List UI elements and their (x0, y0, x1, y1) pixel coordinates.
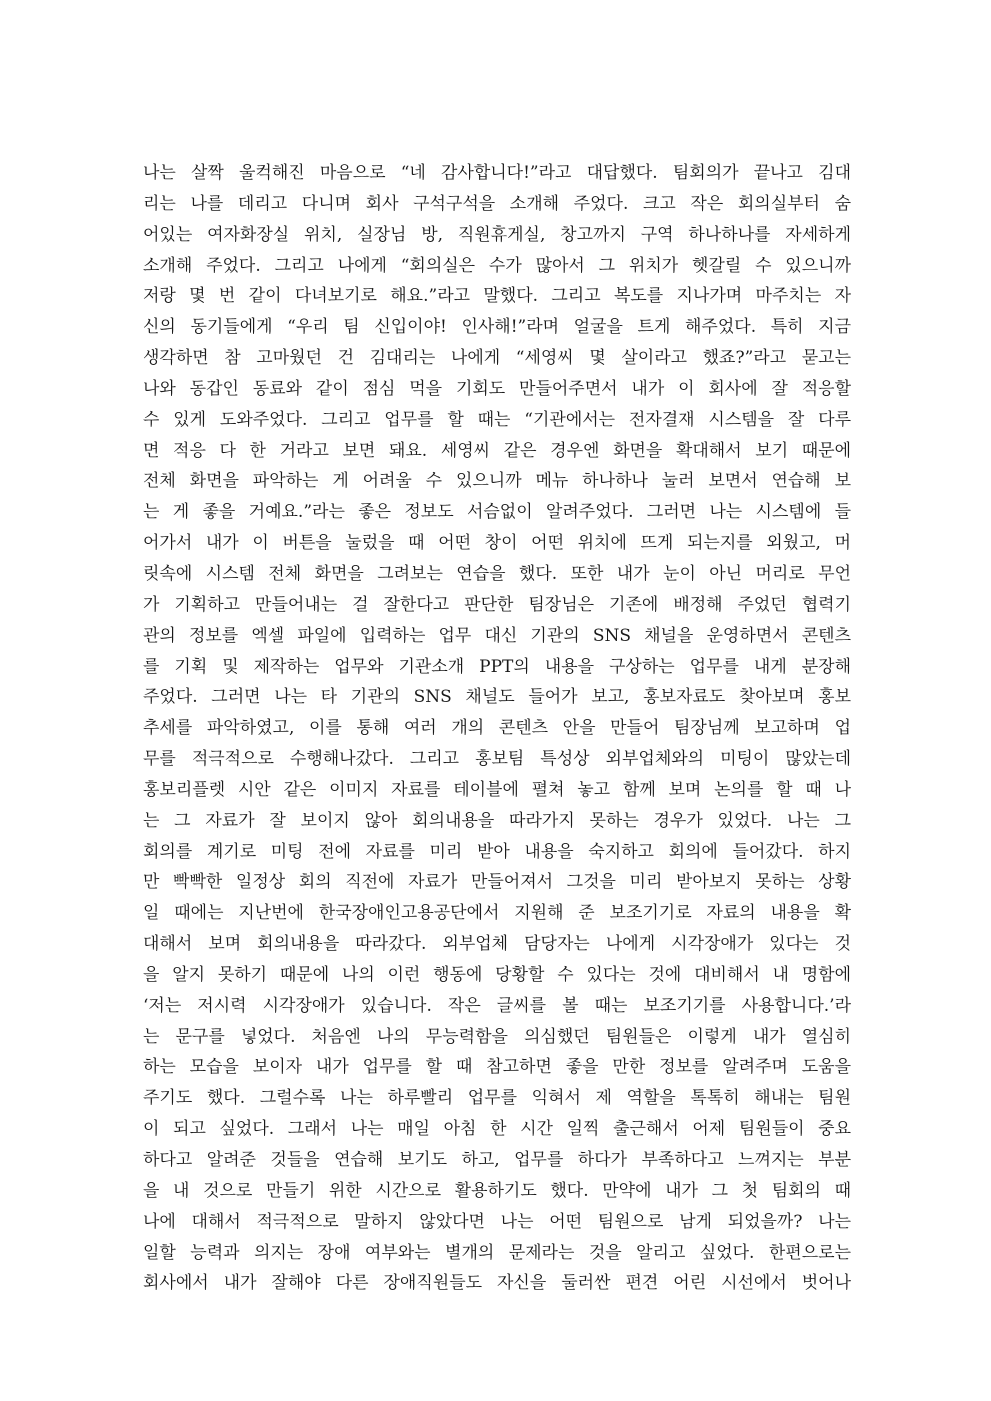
text-line: 이 되고 싶었다. 그래서 나는 매일 아침 한 시간 일찍 출근해서 어제 팀원들이 중요 (143, 1119, 851, 1140)
body-text (143, 158, 851, 1299)
text-line: 을 알지 못하기 때문에 나의 이런 행동에 당황할 수 있다는 것에 대비해서 내 명함에 (143, 964, 851, 985)
text-line: 주었다. 그러면 나는 타 기관의 SNS 채널도 들어가 보고, 홍보자료도 찾아보며 홍보 (143, 687, 851, 708)
text-line: 수 있게 도와주었다. 그리고 업무를 할 때는 “기관에서는 전자결재 시스템을 잘 다루 (143, 409, 851, 430)
text-line: 릿속에 시스템 전체 화면을 그려보는 연습을 했다. 또한 내가 눈이 아닌 머리로 무언 (143, 563, 851, 584)
text-line: 전체 화면을 파악하는 게 어려울 수 있으니까 메뉴 하나하나 눌러 보면서 연습해 보 (143, 471, 851, 492)
text-line: 나에 대해서 적극적으로 말하지 않았다면 나는 어떤 팀원으로 남게 되었을까? 나는 (143, 1211, 851, 1232)
text-line: 저랑 몇 번 같이 다녀보기로 해요.”라고 말했다. 그리고 복도를 지나가며 마주치는 자 (143, 286, 851, 307)
text-line: 나와 동갑인 동료와 같이 점심 먹을 기회도 만들어주면서 내가 이 회사에 잘 적응할 (143, 378, 851, 399)
text-line: 회사에서 내가 잘해야 다른 장애직원들도 자신을 둘러싼 편견 어린 시선에서 벗어나 (143, 1273, 851, 1294)
text-line: 는 게 좋을 거예요.”라는 좋은 정보도 서슴없이 알려주었다. 그러면 나는 시스템에 들 (143, 502, 851, 523)
text-line: 면 적응 다 한 거라고 보면 돼요. 세영씨 같은 경우엔 화면을 확대해서 보기 때문에 (143, 440, 851, 461)
text-line: 관의 정보를 엑셀 파일에 입력하는 업무 대신 기관의 SNS 채널을 운영하면서 콘텐츠 (143, 625, 851, 646)
text-line: 하는 모습을 보이자 내가 업무를 할 때 참고하면 좋을 만한 정보를 알려주며 도움을 (143, 1057, 851, 1078)
text-line: 일 때에는 지난번에 한국장애인고용공단에서 지원해 준 보조기기로 자료의 내용을 확 (143, 903, 851, 924)
text-line: 대해서 보며 회의내용을 따라갔다. 외부업체 담당자는 나에게 시각장애가 있다는 것 (143, 934, 851, 955)
text-line: 홍보리플렛 시안 같은 이미지 자료를 테이블에 펼쳐 놓고 함께 보며 논의를 할 때 나 (143, 779, 851, 800)
text-line: 어가서 내가 이 버튼을 눌렀을 때 어떤 창이 어떤 위치에 뜨게 되는지를 외웠고, 머 (143, 533, 851, 554)
text-line: 소개해 주었다. 그리고 나에게 “회의실은 수가 많아서 그 위치가 헷갈릴 수 있으니까 (143, 255, 851, 276)
text-line: 무를 적극적으로 수행해나갔다. 그리고 홍보팀 특성상 외부업체와의 미팅이 많았는데 (143, 749, 851, 770)
text-line: 는 그 자료가 잘 보이지 않아 회의내용을 따라가지 못하는 경우가 있었다. 나는 그 (143, 810, 851, 831)
text-line: 를 기획 및 제작하는 업무와 기관소개 PPT의 내용을 구상하는 업무를 내게 분장해 (143, 656, 851, 677)
text-line: 일할 능력과 의지는 장애 여부와는 별개의 문제라는 것을 알리고 싶었다. 한편으로는 (143, 1242, 851, 1263)
text-line: 가 기획하고 만들어내는 걸 잘한다고 판단한 팀장님은 기존에 배정해 주었던 협력기 (143, 594, 851, 615)
text-line: 어있는 여자화장실 위치, 실장님 방, 직원휴게실, 창고까지 구역 하나하나를 자세하게 (143, 224, 851, 245)
text-line: 나는 살짝 울컥해진 마음으로 “네 감사합니다!”라고 대답했다. 팀회의가 끝나고 김대 (143, 163, 851, 183)
text-line: ‘저는 저시력 시각장애가 있습니다. 작은 글씨를 볼 때는 보조기기를 사용합니다.’라 (143, 995, 851, 1016)
text-line: 하다고 알려준 것들을 연습해 보기도 하고, 업무를 하다가 부족하다고 느껴지는 부분 (143, 1150, 851, 1170)
text-line: 주기도 했다. 그럴수록 나는 하루빨리 업무를 익혀서 제 역할을 톡톡히 해내는 팀원 (143, 1088, 851, 1109)
text-line: 회의를 계기로 미팅 전에 자료를 미리 받아 내용을 숙지하고 회의에 들어갔다. 하지 (143, 841, 851, 862)
text-line: 을 내 것으로 만들기 위한 시간으로 활용하기도 했다. 만약에 내가 그 첫 팀회의 때 (143, 1180, 851, 1201)
text-line: 신의 동기들에게 “우리 팀 신입이야! 인사해!”라며 얼굴을 트게 해주었다. 특히 지금 (143, 317, 851, 338)
text-line: 는 문구를 넣었다. 처음엔 나의 무능력함을 의심했던 팀원들은 이렇게 내가 열심히 (143, 1026, 851, 1047)
text-line: 추세를 파악하였고, 이를 통해 여러 개의 콘텐츠 안을 만들어 팀장님께 보고하며 업 (143, 718, 851, 739)
text-line: 리는 나를 데리고 다니며 회사 구석구석을 소개해 주었다. 크고 작은 회의실부터 숨 (143, 193, 851, 214)
text-line: 만 빡빡한 일정상 회의 직전에 자료가 만들어져서 그것을 미리 받아보지 못하는 상황 (143, 872, 851, 893)
text-line: 생각하면 참 고마웠던 건 김대리는 나에게 “세영씨 몇 살이라고 했죠?”라고 묻고는 (143, 348, 851, 369)
